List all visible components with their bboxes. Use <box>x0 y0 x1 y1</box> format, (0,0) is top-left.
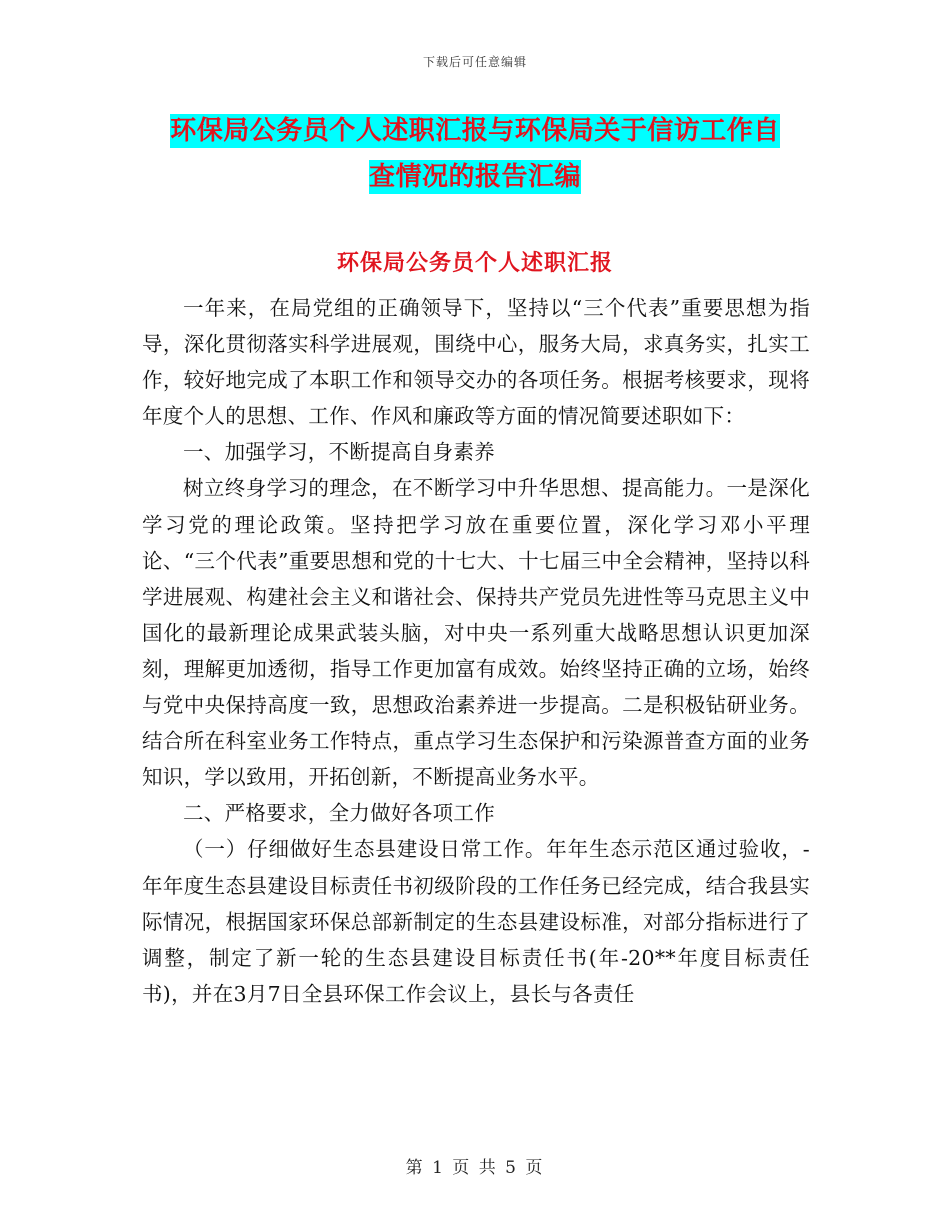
page-number-footer: 第 1 页 共 5 页 <box>405 1158 545 1178</box>
heading-work: 二、严格要求，全力做好各项工作 <box>183 801 495 826</box>
paragraph-work: （一）仔细做好生态县建设日常工作。年年生态示范区通过验收，-年年度生态县建设目标责任书初级阶段的工作任务已经完成，结合我县实际情况，根据国家环保总部新制定的生态县建设标准，对部分指标进行了调整，制定了新一轮的生态县建设目标责任书(年-20**年度目标责任书)，并在3月7日全县环保工作会议上，县长与各责任 <box>142 837 810 1006</box>
heading-study: 一、加强学习，不断提高自身素养 <box>183 440 495 465</box>
body-text <box>142 290 810 1012</box>
header-note: 下载后可任意编辑 <box>422 55 527 69</box>
document-title-line2: 查情况的报告汇编 <box>368 162 581 192</box>
section-title: 环保局公务员个人述职汇报 <box>336 251 613 276</box>
document-title <box>120 108 830 200</box>
document-title-line1: 环保局公务员个人述职汇报与环保局关于信访工作自 <box>170 116 780 146</box>
paragraph-intro: 一年来，在局党组的正确领导下，坚持以“三个代表”重要思想为指导，深化贯彻落实科学进展观，围绕中心，服务大局，求真务实，扎实工作，较好地完成了本职工作和领导交办的各项任务。根据考核要求，现将年度个人的思想、工作、作风和廉政等方面的情况简要述职如下： <box>142 296 810 429</box>
paragraph-study: 树立终身学习的理念，在不断学习中升华思想、提高能力。一是深化学习党的理论政策。坚持把学习放在重要位置，深化学习邓小平理论、“三个代表”重要思想和党的十七大、十七届三中全会精神，坚持以科学进展观、构建社会主义和谐社会、保持共产党员先进性等马克思主义中国化的最新理论成果武装头脑，对中央一系列重大战略思想认识更加深刻，理解更加透彻，指导工作更加富有成效。始终坚持正确的立场，始终与党中央保持高度一致，思想政治素养进一步提高。二是积极钻研业务。结合所在科室业务工作特点，重点学习生态保护和污染源普查方面的业务知识，学以致用，开拓创新，不断提高业务水平。 <box>142 476 810 790</box>
